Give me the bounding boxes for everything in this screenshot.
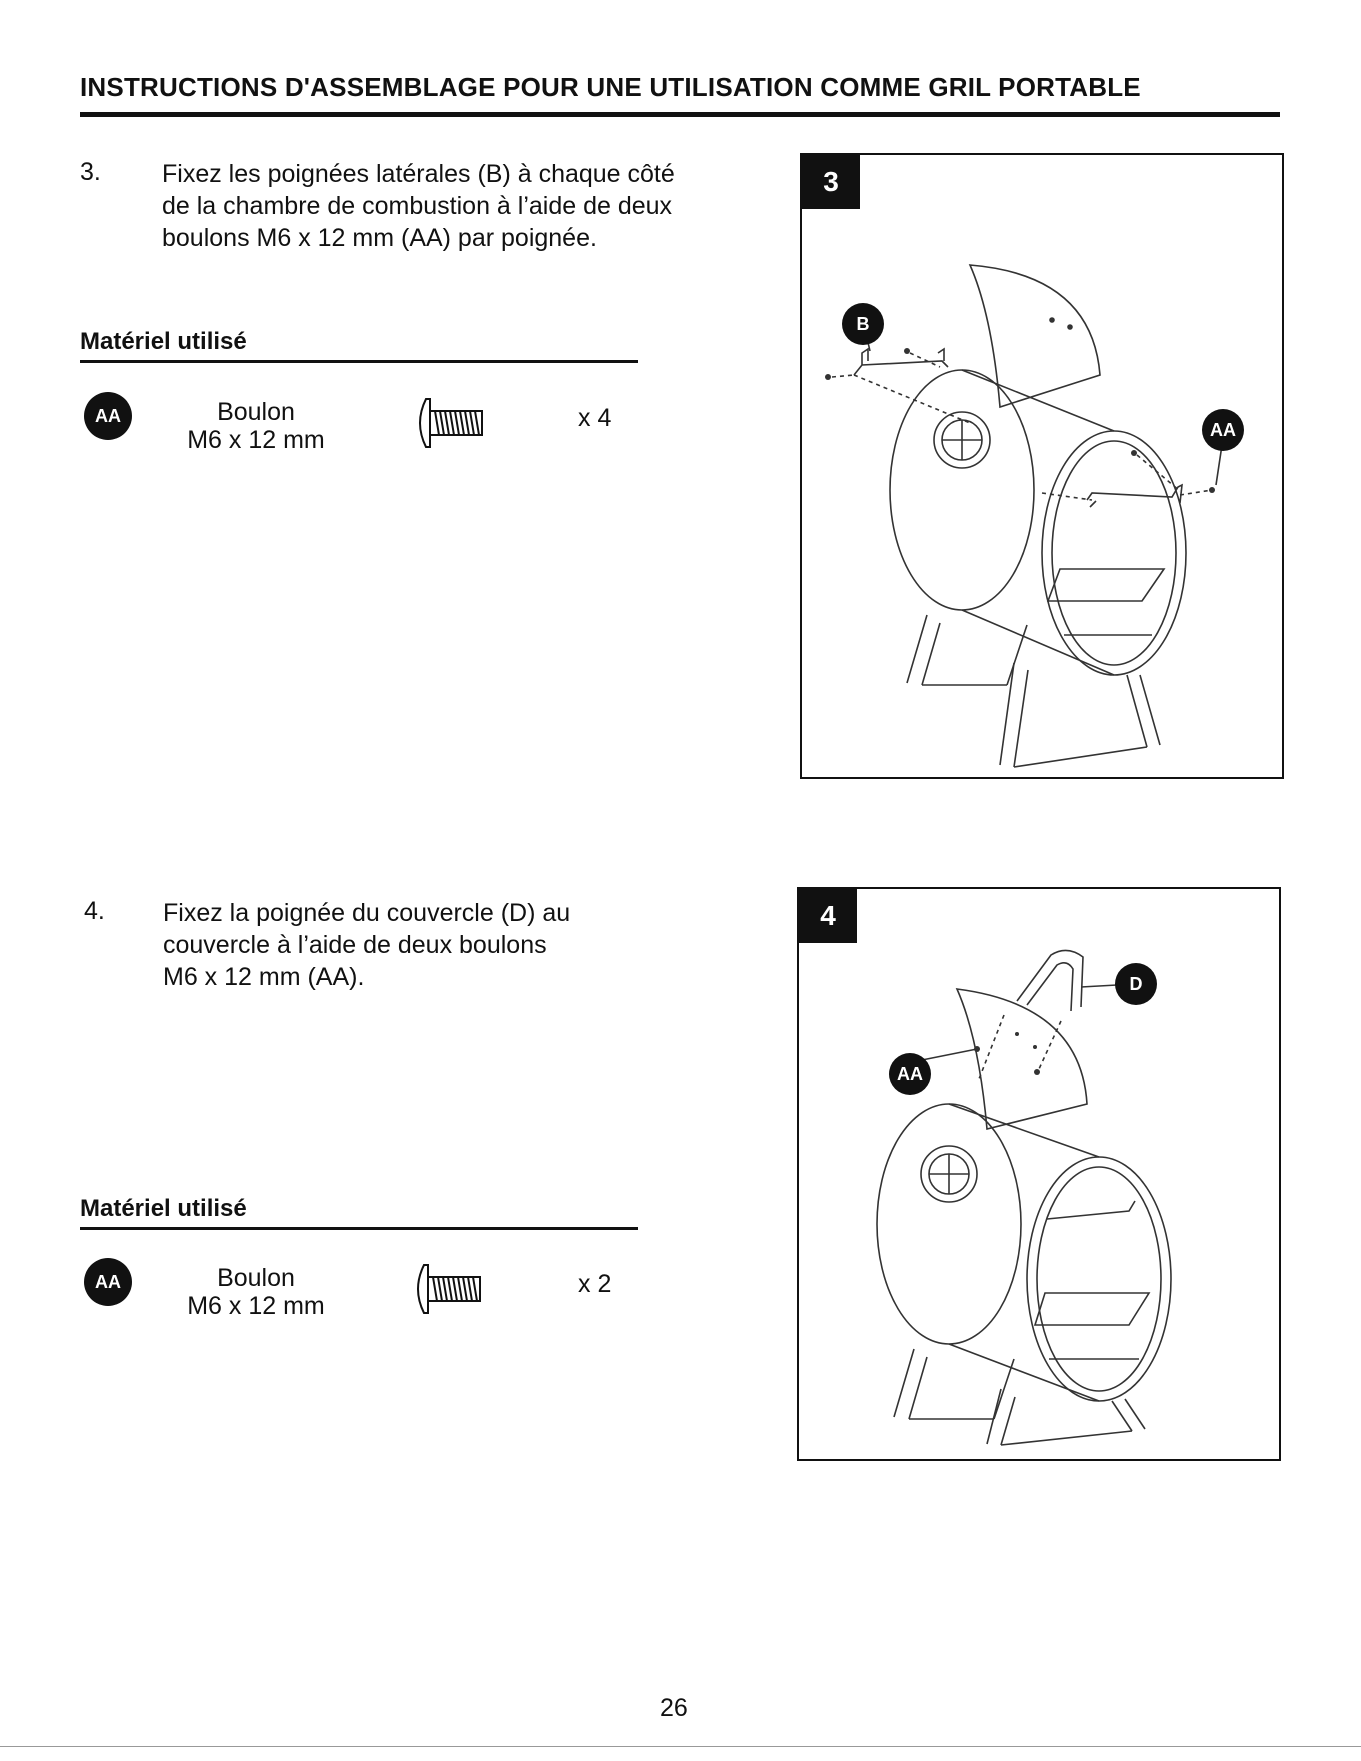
step-4-hardware-name-line2: M6 x 12 mm bbox=[187, 1292, 325, 1320]
step-4-hardware-name bbox=[136, 1264, 376, 1320]
step-3-hardware-qty: x 4 bbox=[578, 404, 612, 432]
step-3-line-1: Fixez les poignées latérales (B) à chaque côté bbox=[162, 160, 675, 188]
figure-4-label: 4 bbox=[799, 889, 857, 943]
step-3-hardware-title: Matériel utilisé bbox=[80, 328, 247, 355]
step-4-line-3: M6 x 12 mm (AA). bbox=[163, 963, 365, 991]
figure-3 bbox=[800, 153, 1284, 779]
step-3-hardware-name-line2: M6 x 12 mm bbox=[187, 426, 325, 454]
step-4-hardware-badge: AA bbox=[84, 1258, 132, 1306]
step-3-instructions bbox=[162, 158, 762, 254]
step-4-line-2: couvercle à l’aide de deux boulons bbox=[163, 931, 547, 959]
bolt-icon bbox=[412, 395, 488, 451]
step-4-hardware-title: Matériel utilisé bbox=[80, 1195, 247, 1222]
figure-3-label: 3 bbox=[802, 155, 860, 209]
step-3-hardware-rule bbox=[80, 360, 638, 363]
figure-4-callout-d: D bbox=[1115, 963, 1157, 1005]
step-3-line-2: de la chambre de combustion à l’aide de deux bbox=[162, 192, 673, 220]
step-3-hardware-name bbox=[136, 398, 376, 454]
step-4-line-1: Fixez la poignée du couvercle (D) au bbox=[163, 899, 571, 927]
step-4-instructions bbox=[163, 897, 763, 993]
step-3-line-3: boulons M6 x 12 mm (AA) par poignée. bbox=[162, 224, 597, 252]
step-3-hardware-name-line1: Boulon bbox=[217, 398, 295, 426]
figure-4 bbox=[797, 887, 1281, 1461]
grill-side-handles-illustration bbox=[802, 155, 1282, 777]
figure-4-callout-aa: AA bbox=[889, 1053, 931, 1095]
title-rule bbox=[80, 112, 1280, 117]
step-4-hardware-qty: x 2 bbox=[578, 1270, 612, 1298]
bottom-rule bbox=[0, 1746, 1361, 1747]
step-3-number: 3. bbox=[80, 158, 101, 186]
step-3-hardware-badge: AA bbox=[84, 392, 132, 440]
page-title: INSTRUCTIONS D'ASSEMBLAGE POUR UNE UTILISATION COMME GRIL PORTABLE bbox=[80, 72, 1141, 102]
step-4-hardware-rule bbox=[80, 1227, 638, 1230]
page-number: 26 bbox=[660, 1694, 688, 1722]
grill-lid-handle-illustration bbox=[799, 889, 1279, 1459]
bolt-icon bbox=[410, 1261, 486, 1317]
figure-3-callout-aa: AA bbox=[1202, 409, 1244, 451]
step-4-number: 4. bbox=[84, 897, 105, 925]
figure-3-callout-b: B bbox=[842, 303, 884, 345]
step-4-hardware-name-line1: Boulon bbox=[217, 1264, 295, 1292]
